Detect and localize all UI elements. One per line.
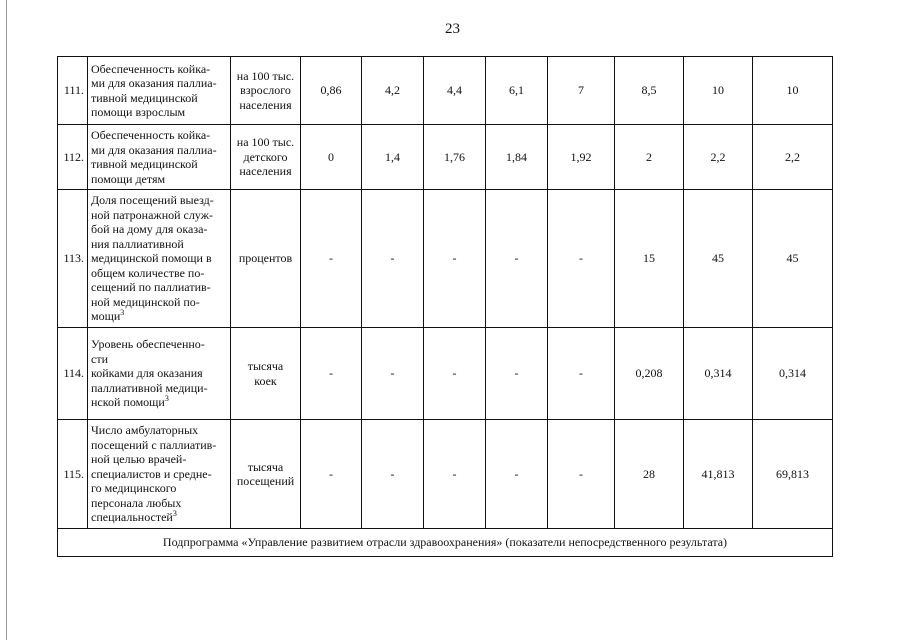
table-body xyxy=(58,57,833,557)
value-cell: 1,76 xyxy=(424,125,486,190)
value-cell: 4,4 xyxy=(424,57,486,125)
table-row xyxy=(58,125,833,190)
value-cell: - xyxy=(548,328,615,420)
value-cell: - xyxy=(486,420,548,529)
subprogram-heading: Подпрограмма «Управление развитием отрасли здравоохранения» (показатели непосредственного результата) xyxy=(58,529,833,557)
value-cell: - xyxy=(486,328,548,420)
unit-cell: на 100 тыс. детского населения xyxy=(231,125,301,190)
value-cell: 1,92 xyxy=(548,125,615,190)
row-number: 112. xyxy=(58,125,88,190)
indicator-name: Уровень обеспеченно- сти койками для оказания паллиативной медици- нской помощи$^3$ xyxy=(88,328,231,420)
indicator-name: Число амбулаторных посещений с паллиатив- ной целью врачей- специалистов и средне- го медицинского персонала любых специальностей$^3$ xyxy=(88,420,231,529)
indicators-table xyxy=(57,56,833,557)
value-cell: 1,4 xyxy=(362,125,424,190)
value-cell: 45 xyxy=(684,190,753,328)
value-cell: 2 xyxy=(615,125,684,190)
value-cell: 10 xyxy=(684,57,753,125)
value-cell: - xyxy=(301,420,362,529)
table-row xyxy=(58,420,833,529)
value-cell: - xyxy=(301,190,362,328)
value-cell: - xyxy=(548,190,615,328)
value-cell: 0,314 xyxy=(753,328,833,420)
page-number: 23 xyxy=(445,21,460,37)
value-cell: 10 xyxy=(753,57,833,125)
value-cell: 7 xyxy=(548,57,615,125)
value-cell: 45 xyxy=(753,190,833,328)
row-number: 113. xyxy=(58,190,88,328)
indicator-name: Обеспеченность койка- ми для оказания паллиа- тивной медицинской помощи взрослым xyxy=(88,57,231,125)
value-cell: - xyxy=(424,420,486,529)
value-cell: 1,84 xyxy=(486,125,548,190)
table-row xyxy=(58,328,833,420)
value-cell: 6,1 xyxy=(486,57,548,125)
value-cell: 0,86 xyxy=(301,57,362,125)
value-cell: 0 xyxy=(301,125,362,190)
unit-cell: тысяча посещений xyxy=(231,420,301,529)
table-row xyxy=(58,529,833,557)
value-cell: 0,208 xyxy=(615,328,684,420)
row-number: 114. xyxy=(58,328,88,420)
unit-cell: тысяча коек xyxy=(231,328,301,420)
unit-cell: процентов xyxy=(231,190,301,328)
unit-cell: на 100 тыс. взрослого населения xyxy=(231,57,301,125)
indicator-name: Обеспеченность койка- ми для оказания паллиа- тивной медицинской помощи детям xyxy=(88,125,231,190)
value-cell: 2,2 xyxy=(753,125,833,190)
value-cell: 28 xyxy=(615,420,684,529)
value-cell: 4,2 xyxy=(362,57,424,125)
value-cell: - xyxy=(362,328,424,420)
value-cell: 41,813 xyxy=(684,420,753,529)
value-cell: 69,813 xyxy=(753,420,833,529)
value-cell: - xyxy=(362,420,424,529)
value-cell: 0,314 xyxy=(684,328,753,420)
row-number: 115. xyxy=(58,420,88,529)
page-left-border xyxy=(6,0,7,640)
value-cell: - xyxy=(362,190,424,328)
value-cell: - xyxy=(548,420,615,529)
value-cell: 8,5 xyxy=(615,57,684,125)
table-row xyxy=(58,57,833,125)
value-cell: - xyxy=(301,328,362,420)
indicator-name: Доля посещений выезд- ной патронажной служ- бой на дому для оказа- ния паллиативной медицинской помощи в общем количестве по- сещений по паллиатив- ной медицинской по- мощи$^3$ xyxy=(88,190,231,328)
value-cell: 15 xyxy=(615,190,684,328)
value-cell: 2,2 xyxy=(684,125,753,190)
value-cell: - xyxy=(424,328,486,420)
table-row xyxy=(58,190,833,328)
value-cell: - xyxy=(424,190,486,328)
row-number: 111. xyxy=(58,57,88,125)
value-cell: - xyxy=(486,190,548,328)
